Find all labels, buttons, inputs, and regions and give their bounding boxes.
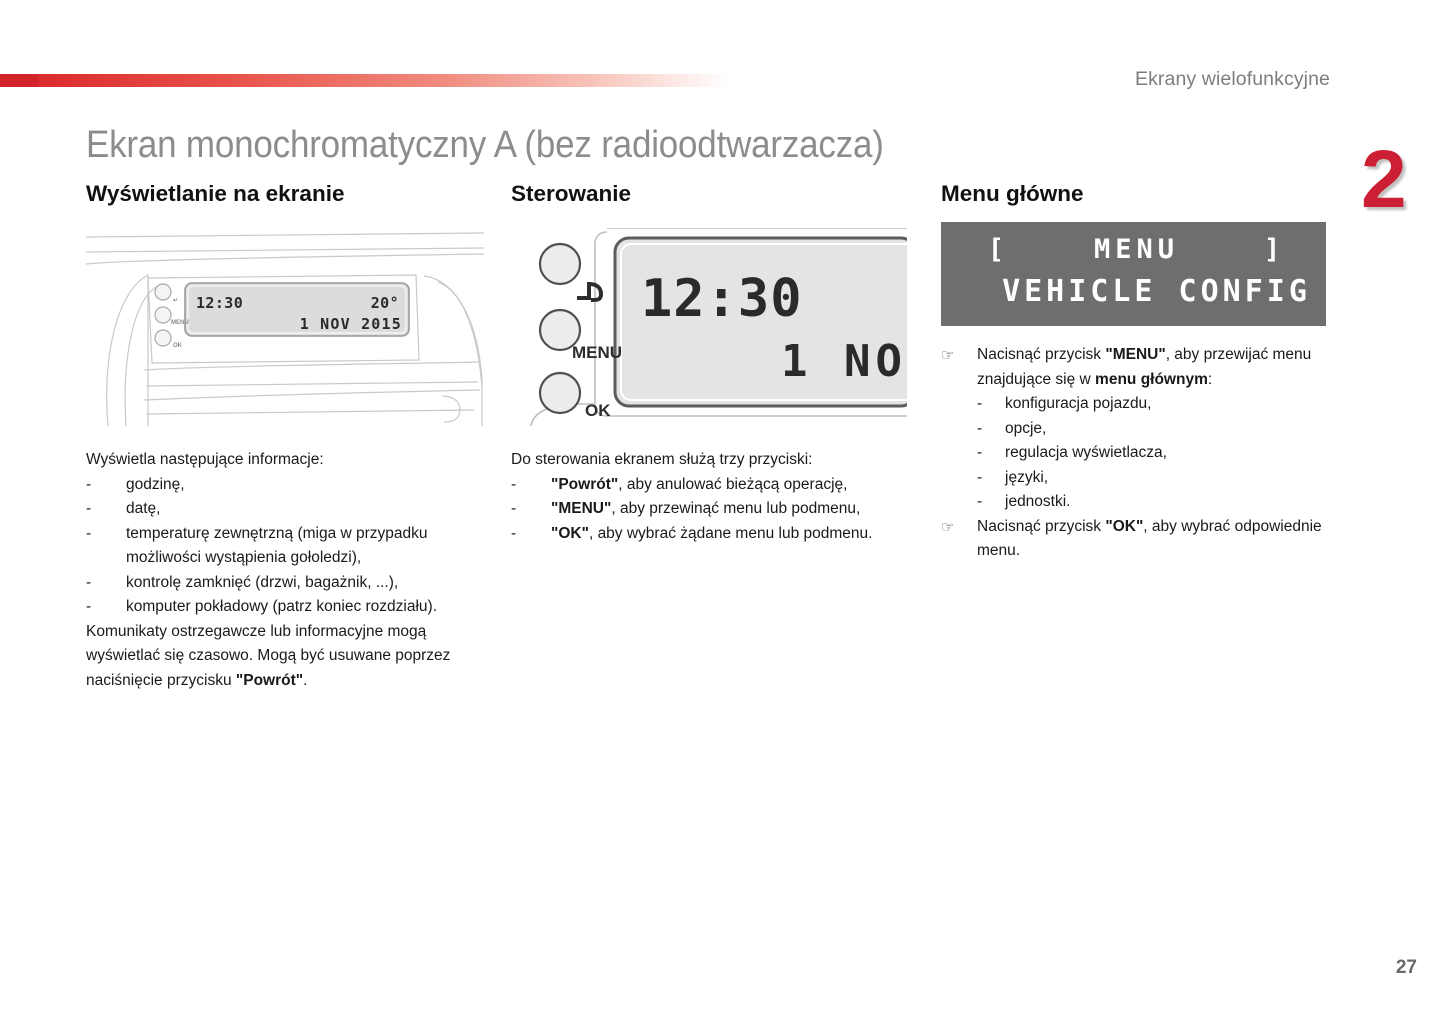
dash-marker: - (977, 419, 983, 437)
return-button-label: ↵ (173, 298, 179, 304)
bullet-text-1: Nacisnąć przycisk (977, 517, 1106, 535)
hand-bullet-item (941, 343, 1333, 515)
sub-list-item-label: jednostki. (1005, 493, 1071, 510)
lcd-menu-title-row: [ MENU ] (987, 234, 1286, 265)
list-item-rest: , aby przewinąć menu lub podmenu, (611, 500, 861, 517)
list-item-label: temperaturę zewnętrzną (miga w przypadku możliwości wystąpienia gołoledzi), (126, 524, 428, 566)
accent-rule-gradient (38, 74, 728, 87)
col1-outro-prefix: Komunikaty ostrzegawcze lub informacyjne mogą wyświetlać się czasowo. Mogą być usuwane poprzez naciśnięcie przycisku (86, 622, 451, 689)
dash-marker: - (86, 475, 92, 493)
ok-button-label: OK (173, 343, 182, 349)
page-number: 27 (1395, 957, 1417, 978)
col1-intro: Wyświetla następujące informacje: (86, 451, 324, 468)
dash-marker: - (511, 475, 517, 493)
col2-body (511, 448, 909, 546)
chapter-number: 2 (1361, 134, 1407, 225)
col2-intro: Do sterowania ekranem służą trzy przyciski: (511, 451, 813, 468)
chapter-tab (1361, 134, 1445, 238)
bullet-bold-1: "MENU" (1105, 346, 1166, 363)
sub-list-item-label: opcje, (1005, 419, 1047, 437)
lcd-menu-item-row: VEHICLE CONFIG (1002, 274, 1311, 309)
col1-outro-bold: "Powrót" (235, 671, 304, 689)
col1-outro (86, 620, 486, 694)
ok-button-label-large: OK (585, 401, 611, 420)
col3-body (941, 343, 1333, 564)
list-item (86, 473, 486, 498)
control-panel-figure (511, 228, 907, 426)
dash-marker: - (86, 524, 92, 542)
list-item-bold: "OK" (551, 524, 589, 542)
dash-marker: - (86, 573, 92, 591)
bullet-text-2: , aby wybrać odpowiednie menu. (977, 517, 1322, 559)
col2-heading: Sterowanie (511, 181, 632, 206)
dash-marker: - (511, 524, 517, 542)
dash-marker: - (86, 500, 92, 517)
dash-marker: - (977, 468, 983, 486)
page-title: Ekran monochromatyczny A (bez radioodtwarzacza) (86, 124, 884, 166)
bullet-text-3: : (1207, 370, 1213, 388)
main-menu-lcd-figure (941, 222, 1326, 326)
col3-sub-list (977, 392, 1333, 515)
list-item-label: godzinę, (126, 475, 185, 493)
col1-item-list (86, 473, 486, 620)
list-item (86, 595, 486, 620)
list-item-rest: , aby wybrać żądane menu lub podmenu. (588, 524, 873, 542)
list-item-label: kontrolę zamknięć (drzwi, bagażnik, ...), (126, 573, 399, 591)
dash-marker: - (86, 598, 92, 615)
sub-list-item (977, 466, 1333, 491)
sub-list-item (977, 441, 1333, 466)
bullet-bold-2: menu głównym (1095, 370, 1208, 388)
lcd-time: 12:30 (196, 294, 244, 312)
dash-marker: - (977, 493, 983, 510)
dashboard-figure (86, 230, 486, 426)
bullet-bold-1: "OK" (1105, 517, 1144, 535)
sub-list-item-label: konfiguracja pojazdu, (1005, 395, 1152, 412)
dash-marker: - (511, 500, 517, 517)
list-item-label: datę, (126, 500, 161, 517)
accent-rule-solid (0, 74, 38, 87)
sub-list-item (977, 392, 1333, 417)
list-item (511, 522, 909, 547)
pointing-hand-icon: ☞ (941, 347, 955, 364)
list-item (86, 571, 486, 596)
col3-heading: Menu główne (941, 181, 1084, 206)
running-header-title: Ekrany wielofunkcyjne (1134, 68, 1330, 90)
bullet-text-1: Nacisnąć przycisk (977, 346, 1106, 363)
lcd-time-large: 12:30 (641, 269, 803, 329)
list-item (86, 497, 486, 522)
sub-list-item (977, 417, 1333, 442)
bullet-text-2: , aby przewijać menu znajdujące się w (977, 346, 1312, 388)
sub-list-item (977, 490, 1333, 515)
list-item-bold: "MENU" (551, 500, 612, 517)
col2-item-list (511, 473, 909, 547)
list-item-bold: "Powrót" (551, 475, 619, 493)
col1-heading: Wyświetlanie na ekranie (86, 181, 345, 206)
lcd-temperature: 20° (370, 294, 399, 312)
sub-list-item-label: języki, (1005, 468, 1049, 486)
dash-marker: - (977, 395, 983, 412)
lcd-date-partial: 1 NO (781, 336, 907, 387)
hand-bullet-item (941, 515, 1333, 564)
list-item (511, 497, 909, 522)
col3-bullet-list (941, 343, 1333, 564)
header-accent-rule (0, 74, 728, 87)
list-item (86, 522, 486, 571)
pointing-hand-icon: ☞ (941, 518, 955, 536)
lcd-date: 1 NOV 2015 (299, 315, 402, 333)
dash-marker: - (977, 444, 983, 461)
col1-outro-suffix: . (303, 671, 308, 689)
menu-button-label: MENU (171, 320, 189, 326)
list-item-label: komputer pokładowy (patrz koniec rozdziału). (126, 598, 437, 615)
menu-button-label-large: MENU (572, 343, 623, 362)
list-item (511, 473, 909, 498)
col1-body (86, 448, 486, 693)
list-item-rest: , aby anulować bieżącą operację, (618, 475, 848, 493)
sub-list-item-label: regulacja wyświetlacza, (1005, 444, 1167, 461)
